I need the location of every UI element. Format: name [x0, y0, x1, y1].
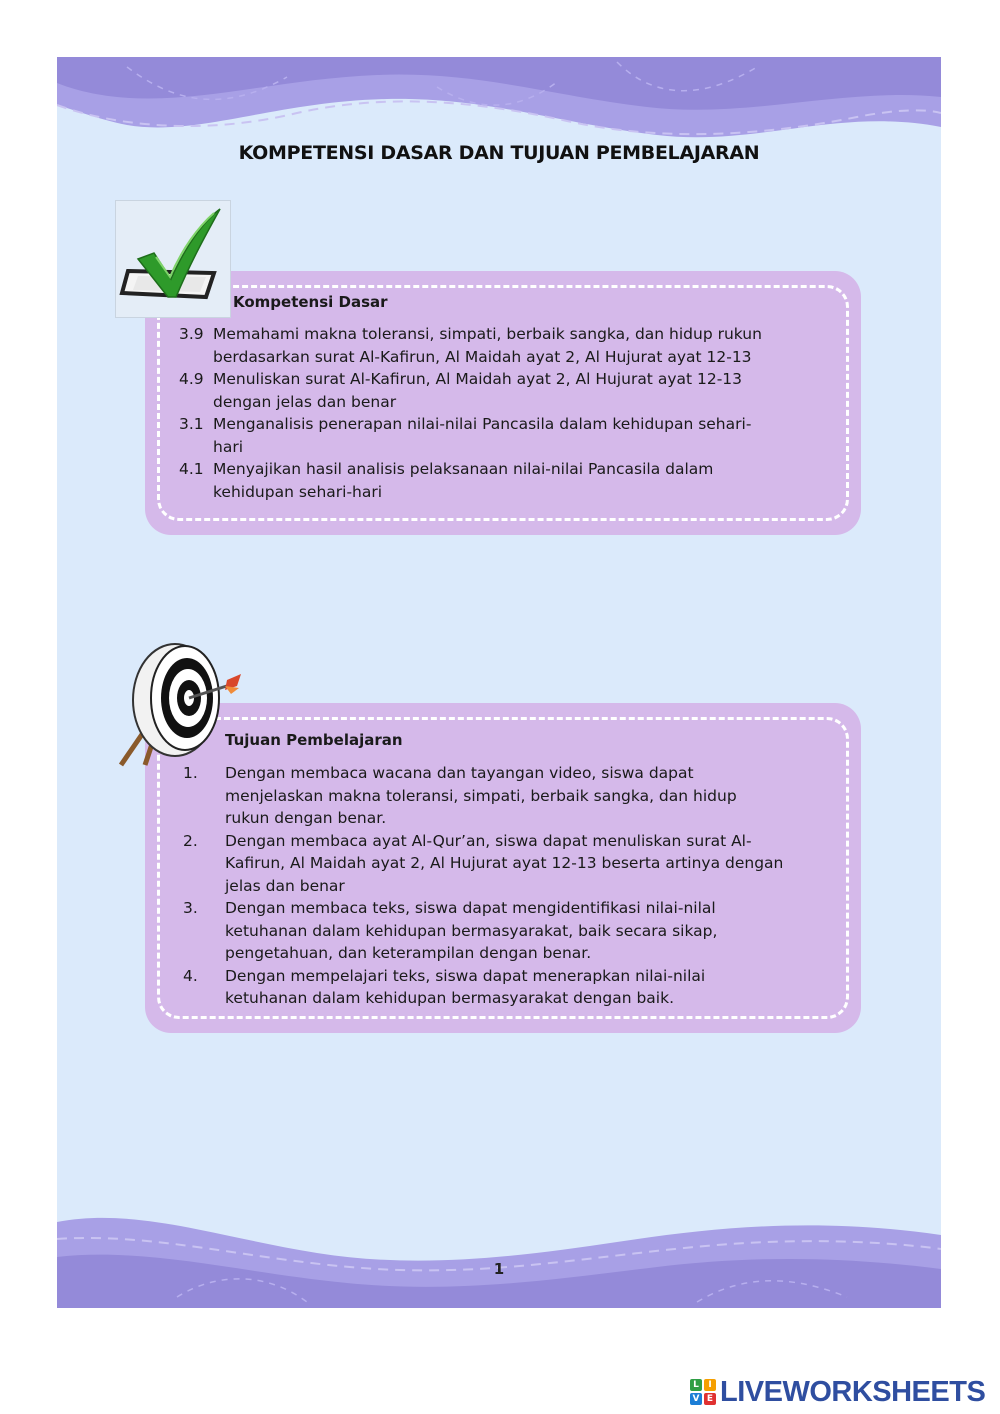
item-text-line: pengetahuan, dan keterampilan dengan benar. — [225, 944, 592, 962]
page-number: 1 — [493, 1260, 505, 1278]
item-text-line: Dengan mempelajari teks, siswa dapat menerapkan nilai-nilai — [225, 966, 706, 985]
item-number: 4.1 — [179, 460, 204, 478]
item-text-line: ketuhanan dalam kehidupan bermasyarakat, baik secara sikap, — [225, 921, 718, 940]
item-text-line: jelas dan benar — [225, 876, 345, 895]
list-item — [179, 413, 859, 458]
checkmark-box-icon — [115, 200, 231, 318]
logo-letter: V — [690, 1393, 702, 1405]
item-text-line: Menuliskan surat Al-Kafirun, Al Maidah ayat 2, Al Hujurat ayat 12-13 — [213, 370, 743, 388]
worksheet-page — [57, 57, 941, 1308]
liveworksheets-brand — [690, 1375, 985, 1409]
kompetensi-heading: Kompetensi Dasar — [233, 293, 388, 311]
item-text-line: menjelaskan makna toleransi, simpati, berbaik sangka, dan hidup — [225, 786, 737, 805]
item-text-line: rukun dengan benar. — [225, 809, 387, 827]
item-text-line: dengan jelas dan benar — [213, 392, 397, 411]
logo-letter: E — [704, 1393, 716, 1405]
item-text-line: Dengan membaca ayat Al-Qur’an, siswa dapat menuliskan surat Al- — [225, 831, 752, 850]
list-item — [179, 830, 859, 898]
item-number: 1. — [183, 764, 198, 782]
page-title: KOMPETENSI DASAR DAN TUJUAN PEMBELAJARAN — [238, 142, 760, 164]
item-number: 4. — [183, 966, 198, 985]
item-text-line: Menyajikan hasil analisis pelaksanaan nilai-nilai Pancasila dalam — [213, 460, 714, 478]
item-text-line: Dengan membaca wacana dan tayangan video, siswa dapat — [225, 764, 694, 782]
item-number: 2. — [183, 831, 198, 850]
item-text-line: berdasarkan surat Al-Kafirun, Al Maidah ayat 2, Al Hujurat ayat 12-13 — [213, 347, 752, 366]
list-item — [179, 323, 859, 368]
list-item — [179, 897, 859, 965]
item-number: 4.9 — [179, 370, 204, 388]
item-number: 3.9 — [179, 325, 204, 343]
list-item — [179, 458, 859, 503]
item-text-line: Dengan membaca teks, siswa dapat mengidentifikasi nilai-nilal — [225, 899, 716, 917]
list-item — [179, 762, 859, 830]
brand-name: LIVEWORKSHEETS — [720, 1375, 986, 1408]
logo-letter: L — [690, 1379, 702, 1391]
item-text-line: kehidupan sehari-hari — [213, 482, 383, 501]
list-item — [179, 965, 859, 1010]
item-text-line: Menganalisis penerapan nilai-nilai Pancasila dalam kehidupan sehari- — [213, 415, 752, 433]
item-number: 3.1 — [179, 415, 204, 433]
list-item — [179, 368, 859, 413]
item-text-line: Kafirun, Al Maidah ayat 2, Al Hujurat ayat 12-13 beserta artinya dengan — [225, 854, 784, 872]
item-number: 3. — [183, 899, 198, 917]
logo-letter: I — [704, 1379, 716, 1391]
target-arrow-icon — [115, 640, 245, 770]
tujuan-heading: Tujuan Pembelajaran — [225, 731, 403, 749]
item-text-line: Memahami makna toleransi, simpati, berbaik sangka, dan hidup rukun — [213, 325, 762, 343]
item-text-line: ketuhanan dalam kehidupan bermasyarakat dengan baik. — [225, 989, 674, 1007]
liveworksheets-logo-icon — [690, 1379, 716, 1405]
item-text-line: hari — [213, 437, 244, 456]
